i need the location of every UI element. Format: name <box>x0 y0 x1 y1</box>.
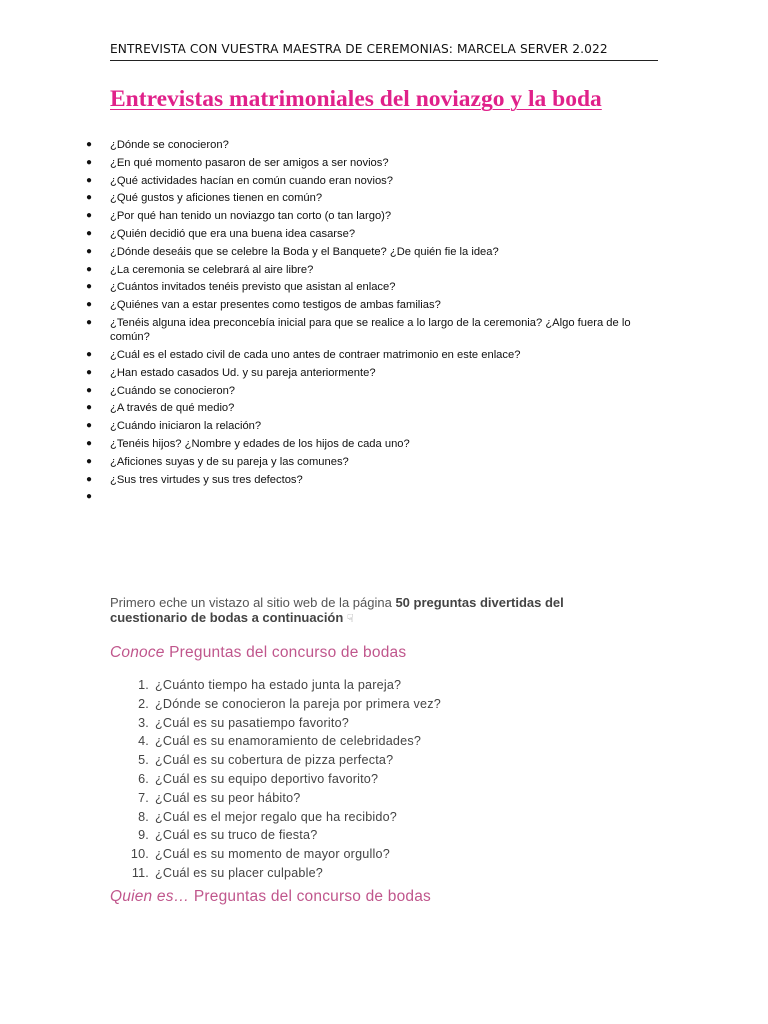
question-item <box>0 401 665 415</box>
question-text: ¿Cuándo se conocieron? <box>110 384 236 397</box>
question-item <box>0 316 665 344</box>
question-text: ¿Tenéis hijos? ¿Nombre y edades de los hijos de cada uno? <box>110 437 410 450</box>
question-text: ¿En qué momento pasaron de ser amigos a ser novios? <box>110 156 389 169</box>
question-text: ¿Tenéis alguna idea preconcebía inicial para que se realice a lo largo de la ceremonia? ¿Algo fuera de lo común? <box>110 316 631 344</box>
quiz-question-item <box>0 753 441 768</box>
question-text: ¿Cuál es el estado civil de cada uno antes de contraer matrimonio en este enlace? <box>110 348 521 361</box>
question-item <box>0 263 665 277</box>
question-text: ¿Qué gustos y aficiones tienen en común? <box>110 192 323 205</box>
quiz-question-item <box>0 810 441 825</box>
list-number: 10. <box>130 847 149 862</box>
quiz-question-text: ¿Cuál es su momento de mayor orgullo? <box>155 847 390 862</box>
question-text: ¿Qué actividades hacían en común cuando eran novios? <box>110 174 393 187</box>
list-number: 11. <box>131 865 149 880</box>
list-number: 4. <box>138 734 149 749</box>
quiz-question-list <box>0 678 441 885</box>
question-text: ¿Cuántos invitados tenéis previsto que asistan al enlace? <box>110 281 396 294</box>
question-item <box>0 138 665 152</box>
quiz-question-text: ¿Cuánto tiempo ha estado junta la pareja? <box>155 678 402 692</box>
quiz-question-text: ¿Cuál es el mejor regalo que ha recibido? <box>155 809 398 824</box>
question-text: ¿Dónde deseáis que se celebre la Boda y el Banquete? ¿De quién fie la idea? <box>110 245 499 258</box>
section-heading-emphasis: Conoce <box>110 644 165 661</box>
quiz-question-item <box>0 772 441 787</box>
question-text: ¿Han estado casados Ud. y su pareja anteriormente? <box>110 366 376 379</box>
question-item <box>0 298 665 312</box>
bullet-icon: ● <box>86 156 93 168</box>
question-item <box>0 156 665 170</box>
question-text: ¿Aficiones suyas y de su pareja y las comunes? <box>110 455 349 468</box>
question-item <box>0 437 665 451</box>
quiz-question-text: ¿Cuál es su placer culpable? <box>155 865 324 880</box>
quiz-question-item <box>0 791 441 806</box>
bullet-icon: ● <box>86 263 93 275</box>
question-text: ¿A través de qué medio? <box>110 402 235 415</box>
intro-link-text[interactable]: 50 preguntas divertidas del cuestionario de bodas a continuación <box>110 595 564 625</box>
section-heading-quien-es <box>110 888 431 906</box>
question-text: ¿Por qué han tenido un noviazgo tan corto (o tan largo)? <box>110 210 392 223</box>
interview-question-list <box>0 138 665 503</box>
list-number: 3. <box>138 715 149 730</box>
question-item <box>0 384 665 398</box>
question-item <box>0 473 665 487</box>
quiz-question-text: ¿Cuál es su pasatiempo favorito? <box>155 715 350 730</box>
bullet-icon: ● <box>86 245 93 257</box>
intro-text: Primero eche un vistazo al sitio web de la página <box>110 595 396 610</box>
question-item <box>0 174 665 188</box>
list-number: 5. <box>138 753 149 768</box>
question-item <box>0 348 665 362</box>
quiz-question-item <box>0 866 441 881</box>
bullet-icon: ● <box>86 210 93 222</box>
quiz-question-text: ¿Dónde se conocieron la pareja por primera vez? <box>155 696 441 711</box>
section-heading-text: Preguntas del concurso de bodas <box>164 644 407 661</box>
intro-paragraph <box>110 596 610 626</box>
bullet-icon: ● <box>86 299 93 311</box>
section-heading-conoce <box>110 644 406 662</box>
list-number: 9. <box>138 828 149 843</box>
quiz-question-text: ¿Cuál es su truco de fiesta? <box>155 828 318 843</box>
bullet-icon: ● <box>86 174 93 186</box>
bullet-icon: ● <box>86 420 93 432</box>
document-title: Entrevistas matrimoniales del noviazgo y la boda <box>110 86 602 112</box>
bullet-icon: ● <box>86 366 93 378</box>
question-text: ¿Sus tres virtudes y sus tres defectos? <box>110 473 303 486</box>
bullet-icon: ● <box>86 384 93 396</box>
bullet-icon: ● <box>86 402 93 414</box>
quiz-question-item <box>0 828 441 843</box>
bullet-icon: ● <box>86 316 93 328</box>
quiz-question-text: ¿Cuál es su cobertura de pizza perfecta? <box>155 753 394 768</box>
bullet-icon: ● <box>86 437 93 449</box>
page-header: ENTREVISTA CON VUESTRA MAESTRA DE CEREMONIAS: MARCELA SERVER 2.022 <box>110 42 658 61</box>
bullet-icon: ● <box>86 348 93 360</box>
question-item <box>0 455 665 469</box>
question-item <box>0 191 665 205</box>
list-number: 1. <box>138 678 149 692</box>
question-item <box>0 366 665 380</box>
bullet-icon: ● <box>86 473 93 485</box>
quiz-question-item <box>0 697 441 712</box>
bullet-icon: ● <box>86 192 93 204</box>
bullet-icon: ● <box>86 281 93 293</box>
question-text: ¿Cuándo iniciaron la relación? <box>110 420 262 433</box>
question-item <box>0 280 665 294</box>
quiz-question-item <box>0 847 441 862</box>
quiz-question-text: ¿Cuál es su peor hábito? <box>155 790 301 805</box>
question-item <box>0 227 665 241</box>
section-heading-text: Preguntas del concurso de bodas <box>189 888 431 905</box>
quiz-question-item <box>0 678 441 693</box>
question-item <box>0 419 665 433</box>
bullet-icon: ● <box>86 139 93 150</box>
list-number: 7. <box>138 790 149 805</box>
quiz-question-item <box>0 734 441 749</box>
bullet-icon: ● <box>86 491 93 503</box>
list-number: 2. <box>138 696 149 711</box>
question-item <box>0 245 665 259</box>
question-text: ¿Dónde se conocieron? <box>110 139 229 151</box>
question-text: ¿Quién decidió que era una buena idea casarse? <box>110 227 356 240</box>
bullet-icon: ● <box>86 227 93 239</box>
quiz-question-text: ¿Cuál es su equipo deportivo favorito? <box>155 771 379 786</box>
question-text: ¿La ceremonia se celebrará al aire libre? <box>110 263 314 276</box>
list-number: 8. <box>138 809 149 824</box>
question-item <box>0 209 665 223</box>
quiz-question-item <box>0 716 441 731</box>
quiz-question-text: ¿Cuál es su enamoramiento de celebridades? <box>155 734 422 749</box>
bullet-icon: ● <box>86 455 93 467</box>
question-text: ¿Quiénes van a estar presentes como testigos de ambas familias? <box>110 299 441 312</box>
list-number: 6. <box>138 771 149 786</box>
pointing-hand-icon: ☟ <box>346 612 354 625</box>
section-heading-emphasis: Quien es… <box>110 888 190 905</box>
